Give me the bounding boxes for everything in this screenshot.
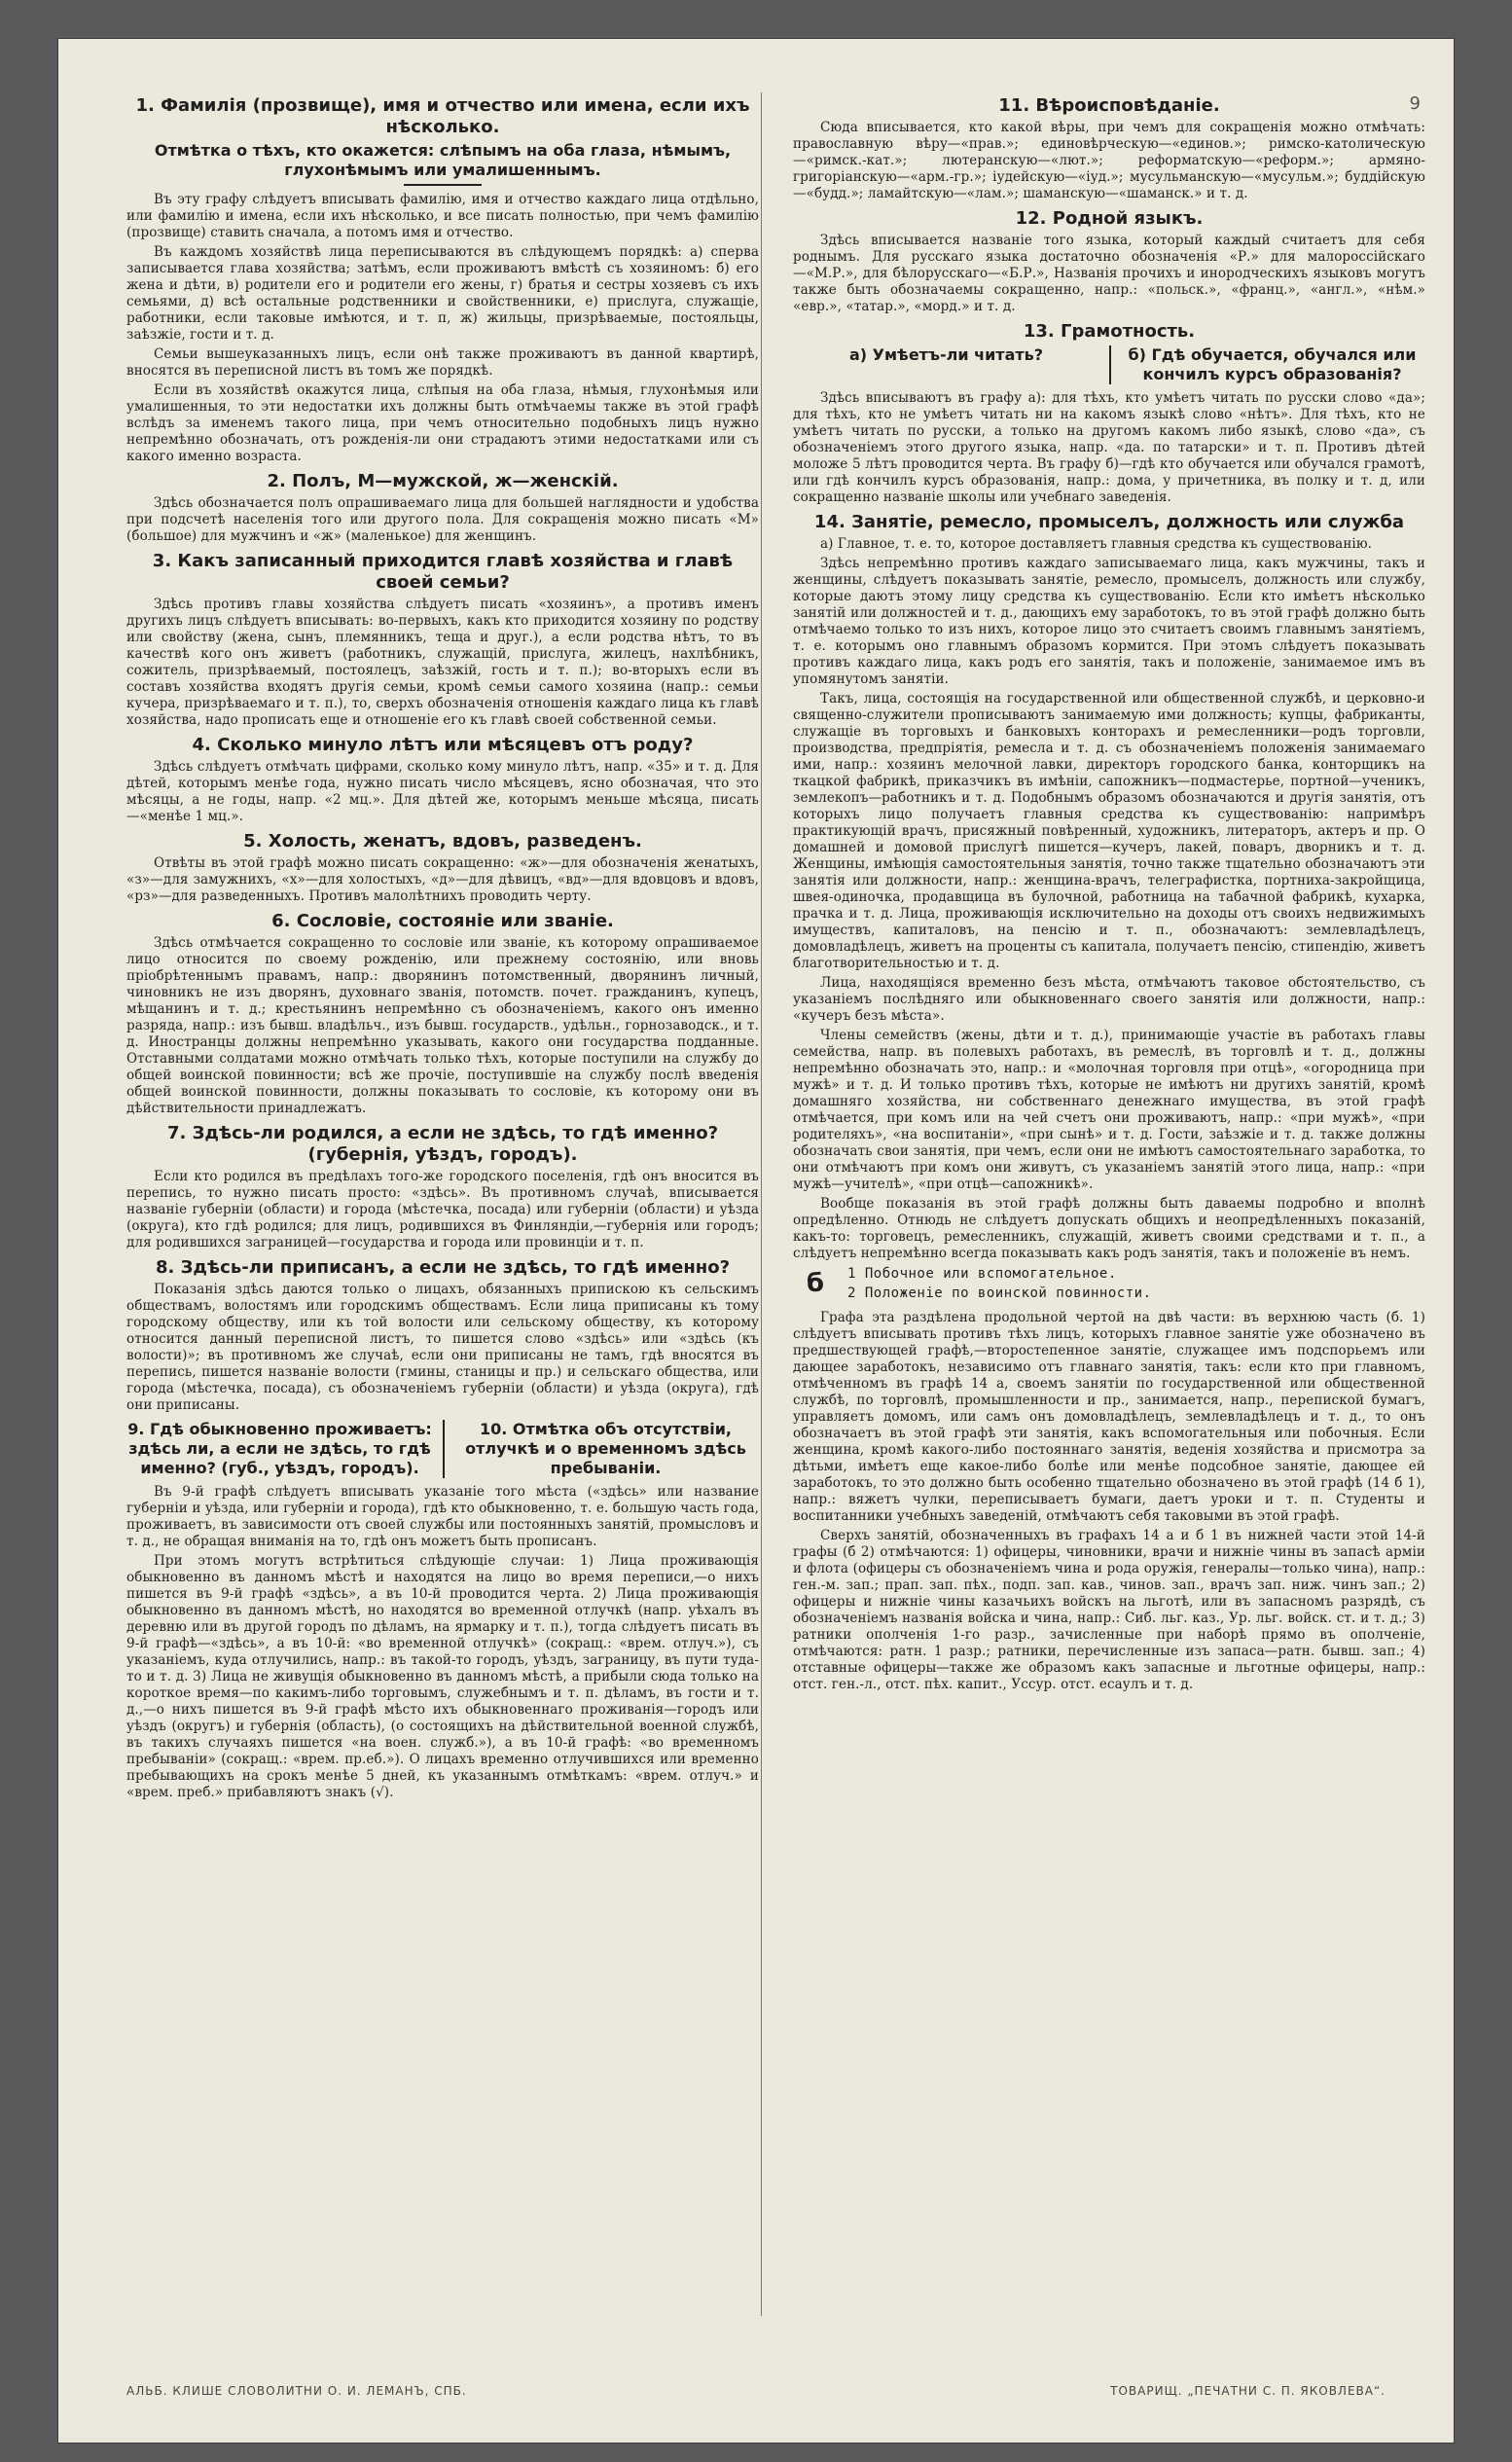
right-paragraph: Графа эта раздѣлена продольной чертой на двѣ части: въ верхнюю часть (б. 1) слѣдуетъ вписывать противъ тѣхъ лицъ, которыхъ главное занятіе уже обозначено въ предшествующей графѣ,—второстепенное занятіе, служащее имъ подспорьемъ или дающее заработокъ, независимо отъ главнаго занятія, такъ: если кто при главномъ, отмѣченномъ въ графѣ 14 а, своемъ занятіи по государственной или общественной службѣ, по торговлѣ, промышленности и пр., занимается, напр., перепиской бумагъ, управляетъ домомъ, или самъ онъ домовладѣлецъ, землевладѣлецъ и т. д., то онъ обозначаетъ въ этой графѣ эти занятія, какъ вспомогательныя или побочныя. Если женщина, кромѣ какого-либо постояннаго занятія, веденія хозяйства и присмотра за дѣтьми, имѣетъ еще какое-либо болѣе или менѣе подсобное занятіе, дающее ей заработокъ, то это должно быть особенно тщательно обозначено въ этой графѣ (14 б 1), напр.: вяжетъ чулки, переписываетъ бумаги, даетъ уроки и т. п. Студенты и воспитанники учебныхъ заведеній, отмѣчаютъ себя таковыми въ этой графѣ.: [793, 1310, 1425, 1524]
left-section: [126, 551, 759, 729]
right-paragraph: Здѣсь вписываютъ въ графу а): для тѣхъ, кто умѣетъ читать по русски слово «да»; для тѣхъ, кто не умѣетъ читать ни на какомъ языкѣ слово «нѣтъ». Для тѣхъ, кто не умѣетъ читать по русски, а только на другомъ какомъ либо языкѣ, слово «да», съ обозначеніемъ этого другого языка, напр. «да. по татарски» и т. п. Противъ дѣтей моложе 5 лѣтъ проводится черта. Въ графу б)—гдѣ кто обучается или обучался грамотѣ, или гдѣ кончилъ курсъ образованія, напр.: дома, у причетника, въ полку и т. д, или сокращенно названіе школы или учебнаго заведенія.: [793, 390, 1425, 505]
left-paragraph: Здѣсь обозначается полъ опрашиваемаго лица для большей наглядности и удобства при подсчетѣ населенія того или другого пола. Для сокращенія можно писать «М» (большое) для мужчинъ и «ж» (маленькое) для женщинъ.: [126, 495, 759, 544]
left-section-heading: 7. Здѣсь-ли родился, а если не здѣсь, то гдѣ именно? (губернія, уѣздъ, городъ).: [166, 1123, 719, 1165]
left-section: [126, 1420, 759, 1801]
right-note-line: 1 Побочное или вспомогательное.: [847, 1266, 1117, 1282]
left-section: [126, 1123, 759, 1251]
right-box-row: [793, 345, 1425, 384]
left-section: [126, 911, 759, 1117]
left-paragraph: Въ 9-й графѣ слѣдуетъ вписывать указаніе того мѣста («здѣсь» или название губерніи и уѣзда, или губерніи и города), гдѣ кто обыкновенно, т. е. большую часть года, проживаетъ, въ зависимости отъ своей службы или постоянныхъ занятій, промысловъ и т. д., не обращая вниманія на то, гдѣ онъ можетъ быть прописанъ.: [126, 1484, 759, 1549]
left-section-heading: 1. Фамилія (прозвище), имя и отчество или имена, если ихъ нѣсколько.: [135, 95, 750, 137]
right-note-line: 2 Положеніе по воинской повинности.: [847, 1285, 1152, 1301]
left-paragraph: Отвѣты въ этой графѣ можно писать сокращенно: «ж»—для обозначенія женатыхъ, «з»—для замужнихъ, «х»—для холостыхъ, «д»—для дѣвицъ, «вд»—для вдовцовъ и вдовъ, «рз»—для разведенныхъ. Противъ малолѣтнихъ проводить черту.: [126, 855, 759, 904]
left-section-heading: 8. Здѣсь-ли приписанъ, а если не здѣсь, то гдѣ именно?: [155, 1257, 731, 1278]
left-paragraph: Въ каждомъ хозяйствѣ лица переписываются въ слѣдующемъ порядкѣ: а) сперва записывается глава хозяйства; затѣмъ, если проживаютъ вмѣстѣ съ хозяиномъ: б) его жена и дѣти, в) родители его и родители его жены, г) братья и сестры хозяевъ съ ихъ семьями, д) всѣ остальные родственники и свойственники, е) прислуга, служащіе, работники, если таковые имѣются, и т. п, ж) жильцы, призрѣваемые, постояльцы, заѣзжіе, гости и т. д.: [126, 244, 759, 343]
document-sheet: [58, 39, 1454, 2443]
left-section: [126, 735, 759, 825]
right-paragraph: Члены семействъ (жены, дѣти и т. д.), принимающіе участіе въ работахъ главы семейства, напр. въ полевыхъ работахъ, въ ремеслѣ, въ торговлѣ и т. д., должны непремѣнно обозначать это, напр.: и «молочная торговля при отцѣ», «огородница при мужѣ» и т. д. И только противъ тѣхъ, которые не имѣютъ ни другихъ занятій, кромѣ домашняго хозяйства, ни собственнаго денежнаго имущества, въ этой графѣ отмѣчается, при комъ или на чей счетъ они проживаютъ, напр.: «при мужѣ», «при родителяхъ», «на воспитаніи», «при сынѣ» и т. д. Гости, заѣзжіе и т. д. также должны обозначать свои занятія, при чемъ, если они не имѣютъ самостоятельнаго заработка, то они отмѣчаютъ при комъ они живутъ, съ указаніемъ занятій этого лица, напр.: «при мужѣ—учителѣ», «при отцѣ—сапожникѣ».: [793, 1028, 1425, 1192]
right-section: [793, 321, 1425, 506]
left-section-heading: 2. Полъ, М—мужской, ж—женскій.: [267, 471, 619, 491]
right-paragraph: Лица, находящіяся временно безъ мѣста, отмѣчаютъ таковое обстоятельство, съ указаніемъ послѣдняго или обыкновеннаго своего занятія или должности, напр.: «кучеръ безъ мѣста».: [793, 975, 1425, 1024]
right-box-cell: б) Гдѣ обучается, обучался или кончилъ курсъ образованія?: [1109, 345, 1425, 384]
right-section: [793, 208, 1425, 315]
left-paragraph: Здѣсь противъ главы хозяйства слѣдуетъ писать «хозяинъ», а противъ именъ другихъ лицъ слѣдуетъ вписывать: во-первыхъ, какъ кто приходится хозяину по родству или свойству (жена, сынъ, племянникъ, теща и друг.), а если родства нѣтъ, то въ качествѣ кого онъ живетъ (работникъ, служащій, прислуга, жилецъ, нахлѣбникъ, сожитель, призрѣваемый, постоялецъ, заѣзжій, гость и т. п.); во-вторыхъ если въ составъ хозяйства входятъ другія семьи, кромѣ семьи самого хозяина (напр.: семьи кучера, призрѣваемаго и т. п.), то, сверхъ обозначенія отношенія каждаго лица къ главѣ хозяйства, надо прописать еще и отношеніе его къ главѣ своей собственной семьи.: [126, 597, 759, 728]
left-rule: [404, 184, 482, 186]
left-paragraph: Здѣсь слѣдуетъ отмѣчать цифрами, сколько кому минуло лѣтъ, напр. «35» и т. д. Для дѣтей, которымъ менѣе года, нужно писать число мѣсяцевъ, ясно обозначая, что это мѣсяцы, а не годы, напр. «2 мц.». Для дѣтей же, которымъ меньше мѣсяца, писать—«менѣе 1 мц.».: [126, 759, 759, 824]
left-section: [126, 95, 759, 465]
left-section: [126, 831, 759, 905]
right-box-cell: а) Умѣетъ-ли читать?: [848, 345, 1044, 364]
left-paragraph: Если кто родился въ предѣлахъ того-же городского поселенія, гдѣ онъ вносится въ перепись, то нужно писать просто: «здѣсь». Въ противномъ случаѣ, вписывается названіе губерніи (области) и города (мѣстечка, посада) или губерніи (области) и уѣзда (округа), кто гдѣ родился; для лицъ, родившихся въ Финляндіи,—губернія или городъ; для родившихся заграницей—государства и города или провинціи и т. п.: [126, 1169, 759, 1250]
left-box-cell: 10. Отмѣтка объ отсутствіи, отлучкѣ и о временномъ здѣсь пребываніи.: [443, 1420, 759, 1478]
right-section-heading: 11. Вѣроисповѣданіе.: [998, 95, 1220, 116]
left-section: [126, 471, 759, 545]
left-paragraph: Здѣсь отмѣчается сокращенно то сословіе или званіе, къ которому опрашиваемое лицо относится по своему рожденію, или прежнему состоянію, или вновь пріобрѣтеннымъ правамъ, напр.: дворянинъ потомственный, дворянинъ личный, чиновникъ не изъ дворянъ, духовнаго званія, потомств. почет. гражданинъ, купецъ, мѣщанинъ и т. д.; крестьянинъ непремѣнно съ обозначеніемъ, какого онъ именно разряда, напр.: изъ бывш. владѣльч., изъ бывш. государств., удѣльн., горнозаводск., и т. д. Иностранцы должны непремѣнно указывать, какого они государства подданные. Отставными солдатами можно отмѣчать только тѣхъ, которые поступили на службу до общей воинской повинности; всѣ же прочіе, поступившіе на службу послѣ введенія общей воинской повинности, должны показывать то сословіе, къ которому они въ дѣйствительности принадлежатъ.: [126, 935, 759, 1116]
footer-right: ТОВАРИЩ. „ПЕЧАТНИ С. П. ЯКОВЛЕВА“.: [1110, 2384, 1386, 2398]
right-note-grid: [793, 1265, 1425, 1302]
right-section-heading: 14. Занятіе, ремесло, промыселъ, должность или служба: [813, 512, 1405, 532]
footer-left: АЛЬБ. КЛИШЕ СЛОВОЛИТНИ О. И. ЛЕМАНЪ, СПБ.: [126, 2384, 467, 2398]
right-section-heading: 12. Родной языкъ.: [1015, 208, 1204, 229]
right-paragraph: Сюда вписывается, кто какой вѣры, при чемъ для сокращенія можно отмѣчать: православную вѣру—«прав.»; единовѣрческую—«единов.»; римско-католическую—«римск.-кат.»; лютеранскую—«лют.»; реформатскую—«реформ.»; армяно-григоріанскую—«арм.-гр.»; іудейскую—«іуд.»; мусульманскую—«мусульм.»; буддійскую—«будд.»; ламайтскую—«лам.»; шаманскую—«шаманск.» и т. д.: [793, 120, 1425, 201]
footer: [126, 2384, 1386, 2398]
left-box-row: [126, 1420, 759, 1478]
right-paragraph: Здѣсь непремѣнно противъ каждаго записываемаго лица, какъ мужчины, такъ и женщины, слѣдуетъ показывать занятіе, ремесло, промыселъ, должность или службу, которые даютъ этому лицу средства къ существованію. Если кто имѣетъ нѣсколько занятій или должностей и т. д., дающихъ ему заработокъ, то въ этой графѣ должно быть отмѣчаемо только то изъ нихъ, которое лицо это считаетъ своимъ главнымъ занятіемъ, т. е. которымъ оно главнымъ образомъ кормится. При этомъ слѣдуетъ показывать противъ каждаго лица, какъ родъ его занятія, такъ и положеніе, занимаемое имъ въ упомянутомъ занятіи.: [793, 556, 1425, 687]
page-number: 9: [1409, 93, 1421, 114]
left-subheading: Отмѣтка о тѣхъ, кто окажется: слѣпымъ на оба глаза, нѣмымъ, глухонѣмымъ или умалишеннымъ.: [154, 141, 732, 179]
left-section: [126, 1257, 759, 1414]
right-section-heading: 13. Грамотность.: [1023, 321, 1196, 342]
right-paragraph: Такъ, лица, состоящія на государственной или общественной службѣ, и церковно-и священно-служители прописываютъ занимаемую ими должность; купцы, фабриканты, служащіе въ торговыхъ и банковыхъ конторахъ и ремесленники—родъ торговли, производства, предпріятія, ремесла и т. д. съ обозначеніемъ положенія занимаемаго ими, напр.: хозяинъ мелочной лавки, директоръ городского банка, конторщикъ на ткацкой фабрикѣ, приказчикъ въ имѣніи, сапожникъ—подмастерье, портной—ученикъ, землекопъ—работникъ и т. д. Подобнымъ образомъ обозначаются и другія занятія, отъ которыхъ лицо получаетъ главныя средства къ существованію: напримѣръ практикующій врачъ, присяжный повѣренный, художникъ, литераторъ, актеръ и пр. О домашней и домовой прислугѣ пишется—кучеръ, лакей, поваръ, дворникъ и т. д. Женщины, имѣющія самостоятельныя занятія, точно также тщательно обозначаютъ эти занятія или должности, напр.: женщина-врачъ, телеграфистка, портниха-закройщица, швея-одиночка, продавщица въ булочной, работница на табачной фабрикѣ, кухарка, прачка и т. д. Лица, проживающія исключительно на доходы отъ своихъ недвижимыхъ имуществъ, капиталовъ, на пенсію и т. п., обозначаютъ: землевладѣлецъ, домовладѣлецъ, живетъ на проценты съ капитала, получаетъ пенсію, стипендію, живетъ благотворительностью и т. д.: [793, 691, 1425, 971]
left-section-heading: 3. Какъ записанный приходится главѣ хозяйства и главѣ своей семьи?: [152, 551, 734, 593]
left-paragraph: Семьи вышеуказанныхъ лицъ, если онѣ также проживаютъ въ данной квартирѣ, вносятся въ переписной листъ въ томъ же порядкѣ.: [126, 346, 759, 379]
right-section: [793, 512, 1425, 1693]
left-paragraph: Въ эту графу слѣдуетъ вписывать фамилію, имя и отчество каждаго лица отдѣльно, или фамилію и имена, если ихъ нѣсколько, и все писать полностью, при чемъ фамилію (прозвище) ставить сначала, а потомъ имя и отчество.: [126, 192, 759, 240]
right-paragraph: а) Главное, т. е. то, которое доставляетъ главныя средства къ существованію.: [820, 536, 1373, 552]
right-note-badge: б: [806, 1269, 825, 1298]
left-paragraph: При этомъ могутъ встрѣтиться слѣдующіе случаи: 1) Лица проживающія обыкновенно въ данномъ мѣстѣ и находятся на лицо во время переписи,—о нихъ пишется въ 9-й графѣ «здѣсь», а въ 10-й проводится черта. 2) Лица проживающія обыкновенно въ данномъ мѣстѣ, но находятся во временной отлучкѣ (напр. уѣхалъ въ деревню или въ другой городъ по дѣламъ, на ярмарку и т. п.), тогда слѣдуетъ писать въ 9-й графѣ—«здѣсь», а въ 10-й: «во временной отлучкѣ» (сокращ.: «врем. отлуч.»), съ указаніемъ, куда отлучились, напр.: въ такой-то городъ, уѣздъ, заграницу, въ пути туда-то и т. д. 3) Лица не живущія обыкновенно въ данномъ мѣстѣ, а прибыли сюда только на короткое время—по какимъ-либо торговымъ, служебнымъ и т. п. дѣламъ, въ гости и т. д.,—о нихъ пишется въ 9-й графѣ мѣсто ихъ обыкновеннаго проживанія—городъ или уѣздъ (округъ) и губернія (область), (о состоящихъ на дѣйствительной военной службѣ, въ такихъ случаяхъ пишется «на воен. служб.»), а въ 10-й графѣ: «во временномъ пребываніи» (сокращ.: «врем. пр.еб.»). О лицахъ временно отлучившихся или временно пребывающихъ на срокъ менѣе 5 дней, къ указаннымъ отмѣткамъ: «врем. отлуч.» и «врем. преб.» прибавляютъ знакъ (√).: [126, 1553, 759, 1800]
right-paragraph: Здѣсь вписывается названіе того языка, который каждый считаетъ для себя роднымъ. Для русскаго языка достаточно обозначенія «Р.» для малороссійскаго—«М.Р.», для бѣлорусскаго—«Б.Р.», Названія прочихъ и инородческихъ языковъ могутъ также быть обозначаемы сокращенно, напр.: «польск.», «франц.», «англ.», «нѣм.» «евр.», «татар.», «морд.» и т. д.: [793, 233, 1425, 314]
left-paragraph: Показанія здѣсь даются только о лицахъ, обязанныхъ припискою къ сельскимъ обществамъ, волостямъ или городскимъ обществамъ. Если лица приписаны къ тому городскому обществу, или къ той волости или сельскому обществу, къ которому относится данный переписной листъ, то пишется слово «здѣсь» или «здѣсь (къ волости)»; въ противномъ же случаѣ, если они приписаны не тамъ, гдѣ вносятся въ перепись, пишется названіе волости (гмины, станицы и пр.) и сельскаго общества, или города (мѣстечка, посада), съ обозначеніемъ губерніи (области) и уѣзда (округа), гдѣ они приписаны.: [126, 1282, 759, 1413]
left-box-cell: 9. Гдѣ обыкновенно проживаетъ: здѣсь ли, а если не здѣсь, то гдѣ именно? (губ., уѣздъ, городъ).: [127, 1420, 432, 1477]
right-section: [793, 95, 1425, 202]
left-paragraph: Если въ хозяйствѣ окажутся лица, слѣпыя на оба глаза, нѣмыя, глухонѣмыя или умалишенныя, то эти недостатки ихъ должны быть отмѣчаемы также въ этой графѣ вслѣдъ за именемъ такого лица, при чемъ относительно подобныхъ лицъ нужно непремѣнно обозначать, отъ рожденія-ли они страдаютъ этими недостатками или съ какого именно возраста.: [126, 382, 759, 464]
left-section-heading: 5. Холость, женатъ, вдовъ, разведенъ.: [243, 831, 642, 851]
right-column: [793, 95, 1425, 2309]
column-divider: [761, 92, 762, 2316]
right-paragraph: Сверхъ занятій, обозначенныхъ въ графахъ 14 а и б 1 въ нижней части этой 14-й графы (б 2) отмѣчаются: 1) офицеры, чиновники, врачи и нижніе чины въ запасѣ арміи и флота (офицеры съ обозначеніемъ чина и рода оружія, генералы—только чина), напр.: ген.-м. зап.; прап. зап. пѣх., подп. зап. кав., чинов. зап., врачъ зап. ниж. чинъ зап.; 2) офицеры и нижніе чины казачьихъ войскъ на льготѣ, или въ запасномъ разрядѣ, съ обозначеніемъ названія войска и чина, напр.: Сиб. льг. каз., Ур. льг. войск. ст. и т. д.; 3) ратники ополченія 1-го разр., зачисленные при наборѣ прямо въ ополченіе, отмѣчаются: ратн. 1 разр.; ратники, перечисленные изъ запаса—ратн. бывш. зап.; 4) отставные офицеры—также же образомъ какъ запасные и льготные офицеры, напр.: отст. ген.-л., отст. пѣх. капит., Уссур. отст. есаулъ и т. д.: [793, 1528, 1425, 1692]
left-section-heading: 4. Сколько минуло лѣтъ или мѣсяцевъ отъ роду?: [192, 735, 694, 755]
left-section-heading: 6. Сословіе, состояніе или званіе.: [271, 911, 614, 931]
left-column: [126, 95, 759, 2309]
right-paragraph: Вообще показанія въ этой графѣ должны быть даваемы подробно и вполнѣ опредѣленно. Отнюдь не слѣдуетъ допускать общихъ и неопредѣленныхъ показаній, какъ-то: торговецъ, ремесленникъ, служащій, живетъ своими средствами и т. п., а слѣдуетъ непремѣнно всегда показывать какъ родъ занятія, такъ и положеніе въ немъ.: [793, 1196, 1425, 1261]
